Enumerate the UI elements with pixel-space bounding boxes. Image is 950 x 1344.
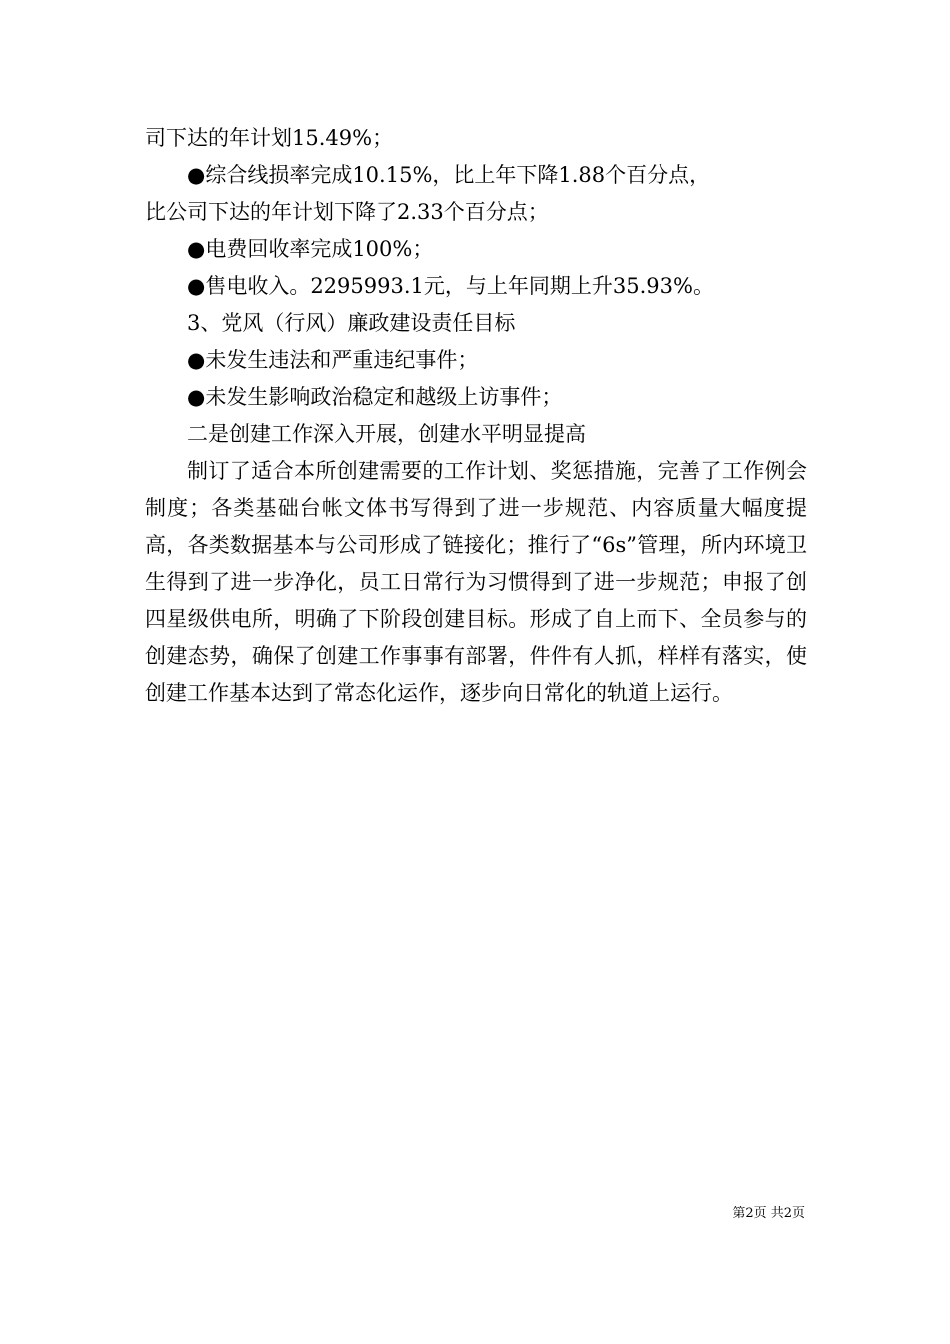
bullet-line-loss-rate: ●综合线损率完成10.15%，比上年下降1.88个百分点， bbox=[187, 163, 711, 187]
bullet-no-petition: ●未发生影响政治稳定和越级上访事件； bbox=[187, 385, 563, 409]
section-heading-integrity: 3、党风（行风）廉政建设责任目标 bbox=[187, 311, 516, 335]
text-line-plan-percent: 司下达的年计划15.49%； bbox=[145, 126, 394, 150]
page-number-footer: 第2页 共2页 bbox=[732, 1206, 805, 1221]
bullet-fee-recovery: ●电费回收率完成100%； bbox=[187, 237, 434, 261]
body-paragraph-creation: 制订了适合本所创建需要的工作计划、奖惩措施，完善了工作例会制度；各类基础台帐文体书写得到了进一步规范、内容质量大幅度提高，各类数据基本与公司形成了链接化；推行了“6s”管理，所内环境卫生得到了进一步净化，员工日常行为习惯得到了进一步规范；申报了创四星级供电所，明确了下阶段创建目标。形成了自上而下、全员参与的创建态势，确保了创建工作事事有部署，件件有人抓，样样有落实，使创建工作基本达到了常态化运作，逐步向日常化的轨道上运行。 bbox=[145, 459, 807, 705]
text-line-loss-rate-cont: 比公司下达的年计划下降了2.33个百分点； bbox=[145, 200, 549, 224]
bullet-sales-income: ●售电收入。2295993.1元，与上年同期上升35.93%。 bbox=[187, 274, 714, 298]
document-body bbox=[145, 120, 807, 712]
bullet-no-violation: ●未发生违法和严重违纪事件； bbox=[187, 348, 479, 372]
section-heading-creation: 二是创建工作深入开展，创建水平明显提高 bbox=[187, 422, 586, 446]
